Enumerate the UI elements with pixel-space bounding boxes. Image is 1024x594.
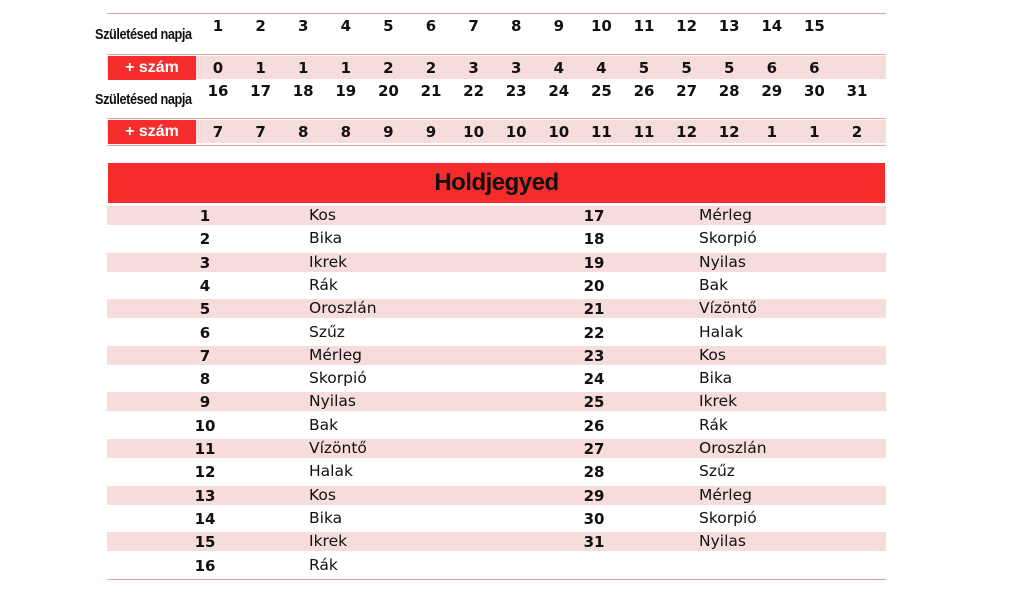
day-number: 8 xyxy=(510,17,522,35)
plus-number: 11 xyxy=(633,123,655,141)
plus-label-2: + szám xyxy=(108,120,196,144)
plus-number: 1 xyxy=(255,59,266,77)
moon-sign-name: Nyilas xyxy=(699,532,746,551)
day-number: 29 xyxy=(761,82,783,100)
moon-sign-name: Nyilas xyxy=(309,392,356,411)
moon-row-number: 24 xyxy=(583,370,605,389)
day-number: 25 xyxy=(590,82,612,100)
day-number: 14 xyxy=(761,17,783,35)
day-number: 15 xyxy=(803,17,825,35)
moon-sign-name: Ikrek xyxy=(309,532,348,551)
row-band xyxy=(107,206,886,225)
plus-number: 1 xyxy=(340,59,352,77)
moon-row-number: 3 xyxy=(199,253,211,272)
moon-row-number: 22 xyxy=(583,323,605,342)
day-number: 22 xyxy=(463,82,485,100)
top-rule xyxy=(107,13,886,14)
moon-row-number: 18 xyxy=(583,230,605,249)
plus-number: 4 xyxy=(596,59,607,77)
day-number: 17 xyxy=(250,82,272,100)
moon-sign-name: Kos xyxy=(699,345,726,364)
moon-row-number: 11 xyxy=(194,440,216,458)
moon-sign-name: Szűz xyxy=(309,322,345,341)
plus-number: 6 xyxy=(766,59,778,77)
moon-row-number: 28 xyxy=(583,463,605,482)
moon-sign-name: Bika xyxy=(309,508,343,527)
row-band xyxy=(107,392,886,411)
moon-row-number: 5 xyxy=(199,300,211,319)
day-number: 31 xyxy=(846,82,868,100)
day-number: 10 xyxy=(590,17,612,35)
plus-number: 1 xyxy=(766,123,778,141)
moon-sign-name: Vízöntő xyxy=(699,299,757,318)
moon-sign-name: Vízöntő xyxy=(309,439,367,457)
moon-row-number: 19 xyxy=(583,253,605,272)
moon-sign-name: Oroszlán xyxy=(699,439,767,457)
moon-sign-name: Bak xyxy=(309,415,339,434)
plus-number: 5 xyxy=(681,59,692,77)
row-band xyxy=(107,486,886,505)
day-number: 13 xyxy=(718,17,740,35)
moon-sign-name: Rák xyxy=(309,555,338,574)
moon-sign-name: Kos xyxy=(309,206,336,224)
plus-number: 11 xyxy=(590,123,612,141)
row-band xyxy=(107,253,886,272)
row-band xyxy=(107,346,886,365)
moon-row-number: 9 xyxy=(199,393,211,412)
moon-sign-name: Bika xyxy=(699,369,733,388)
moon-sign-name: Oroszlán xyxy=(309,299,377,318)
day-number: 28 xyxy=(718,82,740,100)
moon-row-number: 17 xyxy=(583,207,605,225)
moon-sign-name: Bika xyxy=(309,229,343,248)
day-number: 6 xyxy=(425,17,437,35)
day-number: 30 xyxy=(803,82,825,100)
moon-row-number: 7 xyxy=(199,346,211,365)
day-number: 12 xyxy=(676,17,698,35)
day-number: 9 xyxy=(553,17,565,35)
plus-number: 0 xyxy=(212,59,224,77)
plus-number: 4 xyxy=(553,59,565,77)
plus-number: 10 xyxy=(463,123,485,141)
day-number: 5 xyxy=(383,17,394,35)
moon-row-number: 12 xyxy=(194,463,216,482)
rule-4 xyxy=(107,145,886,146)
moon-sign-name: Ikrek xyxy=(309,252,348,271)
plus-number: 1 xyxy=(297,59,309,77)
moon-row-number: 15 xyxy=(194,533,216,552)
day-number: 4 xyxy=(340,17,352,35)
plus-number: 8 xyxy=(340,123,352,141)
moon-sign-name: Skorpió xyxy=(699,229,757,248)
moon-sign-name: Halak xyxy=(699,322,743,341)
plus-number: 9 xyxy=(425,123,437,141)
day-number: 24 xyxy=(548,82,570,100)
moon-sign-name: Nyilas xyxy=(699,252,746,271)
rule-2 xyxy=(107,54,886,55)
moon-sign-name: Halak xyxy=(309,462,353,481)
day-number: 19 xyxy=(335,82,357,100)
plus-number: 12 xyxy=(676,123,698,141)
day-number: 1 xyxy=(212,17,224,35)
moon-sign-name: Mérleg xyxy=(699,206,752,224)
plus-number: 6 xyxy=(809,59,820,77)
plus-number: 8 xyxy=(297,123,309,141)
plus-number: 7 xyxy=(212,123,224,141)
moon-row-number: 2 xyxy=(199,230,211,249)
plus-number: 2 xyxy=(425,59,437,77)
plus-number: 3 xyxy=(510,59,522,77)
moon-row-number: 4 xyxy=(199,276,211,295)
day-number: 11 xyxy=(633,17,655,35)
day-number: 20 xyxy=(377,82,399,100)
row-band xyxy=(107,299,886,318)
plus-label-1: + szám xyxy=(108,56,196,80)
plus-number: 3 xyxy=(468,59,479,77)
moon-table-title: Holdjegyed xyxy=(108,163,885,203)
plus-number: 7 xyxy=(255,123,266,141)
row2-label: Születésed napja xyxy=(95,91,192,108)
moon-sign-name: Skorpió xyxy=(699,508,757,527)
plus-number: 5 xyxy=(723,59,735,77)
plus-number: 2 xyxy=(851,123,863,141)
day-number: 18 xyxy=(292,82,314,100)
day-number: 21 xyxy=(420,82,442,100)
plus-number: 2 xyxy=(383,59,394,77)
moon-row-number: 26 xyxy=(583,416,605,435)
day-number: 7 xyxy=(468,17,479,35)
moon-row-number: 23 xyxy=(583,346,605,365)
moon-row-number: 14 xyxy=(194,509,216,528)
moon-row-number: 8 xyxy=(199,370,211,389)
moon-row-number: 25 xyxy=(583,393,605,412)
day-number: 27 xyxy=(676,82,698,100)
moon-sign-name: Kos xyxy=(309,485,336,504)
moon-sign-name: Ikrek xyxy=(699,392,738,411)
moon-row-number: 29 xyxy=(583,486,605,505)
plus-number: 12 xyxy=(718,123,740,141)
row1-label: Születésed napja xyxy=(95,26,192,43)
moon-bottom-rule xyxy=(107,579,886,580)
moon-sign-name: Mérleg xyxy=(309,345,362,364)
moon-sign-name: Rák xyxy=(699,415,728,434)
moon-row-number: 16 xyxy=(194,556,216,575)
day-number: 23 xyxy=(505,82,527,100)
row-band xyxy=(107,439,886,458)
moon-row-number: 6 xyxy=(199,323,211,342)
plus-number: 1 xyxy=(809,123,820,141)
moon-sign-name: Skorpió xyxy=(309,369,367,388)
day-number: 3 xyxy=(297,17,309,35)
day-number: 26 xyxy=(633,82,655,100)
moon-row-number: 1 xyxy=(199,207,211,225)
moon-sign-name: Szűz xyxy=(699,462,735,481)
moon-sign-name: Rák xyxy=(309,275,338,294)
plus-number: 10 xyxy=(548,123,570,141)
moon-sign-name: Bak xyxy=(699,275,729,294)
plus-number: 10 xyxy=(505,123,527,141)
moon-row-number: 13 xyxy=(194,486,216,505)
moon-row-number: 27 xyxy=(583,440,605,458)
moon-sign-name: Mérleg xyxy=(699,485,752,504)
moon-row-number: 31 xyxy=(583,533,605,552)
rule-3 xyxy=(107,118,886,119)
moon-row-number: 10 xyxy=(194,416,216,435)
moon-row-number: 20 xyxy=(583,276,605,295)
plus-number: 5 xyxy=(638,59,650,77)
plus-number: 9 xyxy=(383,123,394,141)
day-number: 16 xyxy=(207,82,229,100)
moon-row-number: 21 xyxy=(583,300,605,319)
row-band xyxy=(107,532,886,551)
moon-row-number: 30 xyxy=(583,509,605,528)
day-number: 2 xyxy=(255,17,266,35)
